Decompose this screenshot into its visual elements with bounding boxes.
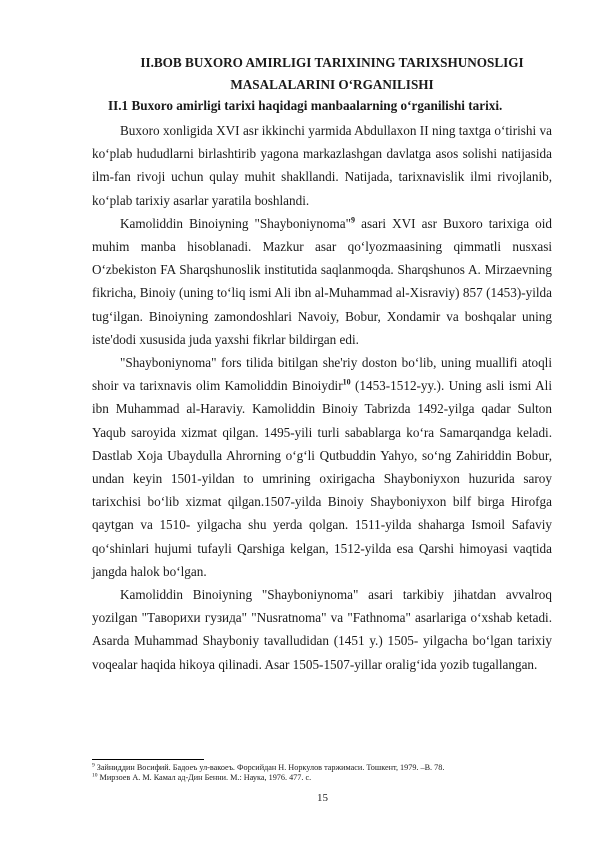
section-title: II.1 Buxoro amirligi tarixi haqidagi manbaalarning o‘rganilishi tarixi. [108,98,503,113]
footnote-9-mark: 9 [92,762,95,769]
page-number: 15 [317,792,328,804]
footnote-10-text: Мирзоев А. М. Камал ад-Дин Бенни. М.: Наука, 1976. 477. с. [97,773,312,782]
footnote-ref-10[interactable]: 10 [342,377,351,387]
footnote-9 [92,763,444,773]
footnote-divider [92,759,204,760]
paragraph-4: Kamoliddin Binoiyning "Shayboniynoma" asari tarkibiy jihatdan avvalroq yozilgan "Таворихи гузида" "Nusratnoma" va "Fathnoma" asarlariga o‘xshab ketadi. Asarda Muhammad Shayboniy tavalludidan (1451 y.) 1505- yilgacha bo‘lgan tarixiy voqealar haqida hikoya qilinadi. Asar 1505-1507-yillar oralig‘ida yozib tugallangan. [92,587,552,672]
chapter-title-line-1: II.BOB BUXORO AMIRLIGI TARIXINING TARIXSHUNOSLIGI [140,55,524,70]
chapter-title-line-2: MASALALARINI O‘RGANILISHI [230,77,434,92]
paragraph-2 [92,212,552,351]
paragraph-2-rest: asari XVI asr Buxoro tarixiga oid muhim manba hisoblanadi. Mazkur asar qo‘lyozmaasining qimmatli nusxasi O‘zbekiston FA Sharqshunoslik institutida saqlanmoqda. Sharqshunos A. Mirzaevning fikricha, Binoiy (uning to‘liq ismi Ali ibn al-Muhammad al-Xisraviy) 857 (1453)-yilda tug‘ilgan. Binoiyning zamondoshlari Navoiy, Bobur, Xondamir va boshqalar uning iste'dodi xususida juda yaxshi fikrlar bildirgan edi. [92,215,552,347]
paragraph-3 [92,351,552,583]
footnote-10-mark: 10 [92,772,98,779]
paragraph-3-rest: (1453-1512-yy.). Uning asli ismi Ali ibn Muhammad al-Haraviy. Kamoliddin Binoiy Tabrizda 1492-yilga qadar Sulton Yaqub saroyida xizmat qilgan. 1495-yili turli sabablarga ko‘ra Samarqandga keladi. Dastlab Xoja Ubaydulla Ahrorning o‘g‘li Qutbuddin Yahyo, so‘ng Zahiriddin Bobur, undan keyin 1501-yildan to umrining oxirigacha Shayboniyxon huzurida saroy tarixchisi bo‘lib xizmat qilgan.1507-yilda Binoiy Shayboniyxon bilf birga Hirofga qaytgan va 1510- yilgacha shu yerda qolgan. 1511-yilda shaharga Ismoil Safaviy qo‘shinlari hujumi tufayli Qarshiga kelgan, 1512-yilda esa Qarshi himoyasi vaqtida jangda halok bo‘lgan. [92,378,552,579]
paragraph-2-start: Kamoliddin Binoiyning "Shayboniynoma" [120,215,352,231]
footnote-ref-9[interactable]: 9 [351,215,356,225]
paragraph-3-start: "Shayboniynoma" fors tilida bitilgan she'riy doston bo‘lib, uning muallifi atoqli shoir va tarixnavis olim Kamoliddin Binoiydir [92,355,552,394]
paragraph-1: Buxoro xonligida XVI asr ikkinchi yarmida Abdullaxon II ning taxtga o‘tirishi va ko‘plab hududlarni birlashtirib yagona markazlashgan davlatga asos solishi natijasida ilm-fan rivoji uchun qulay muhit shakllandi. Natijada, tarixnavislik ilmi rivojlanib, ko‘plab tarixiy asarlar yaratila boshlandi. [92,123,552,208]
footnote-10 [92,773,311,783]
body-text [92,119,552,676]
footnote-9-text: Зайниддин Восифий. Бадоеъ ул-вакоеъ. Форсийдан Н. Норкулов таржимаси. Тошкент, 1979. –В. 78. [94,763,445,772]
